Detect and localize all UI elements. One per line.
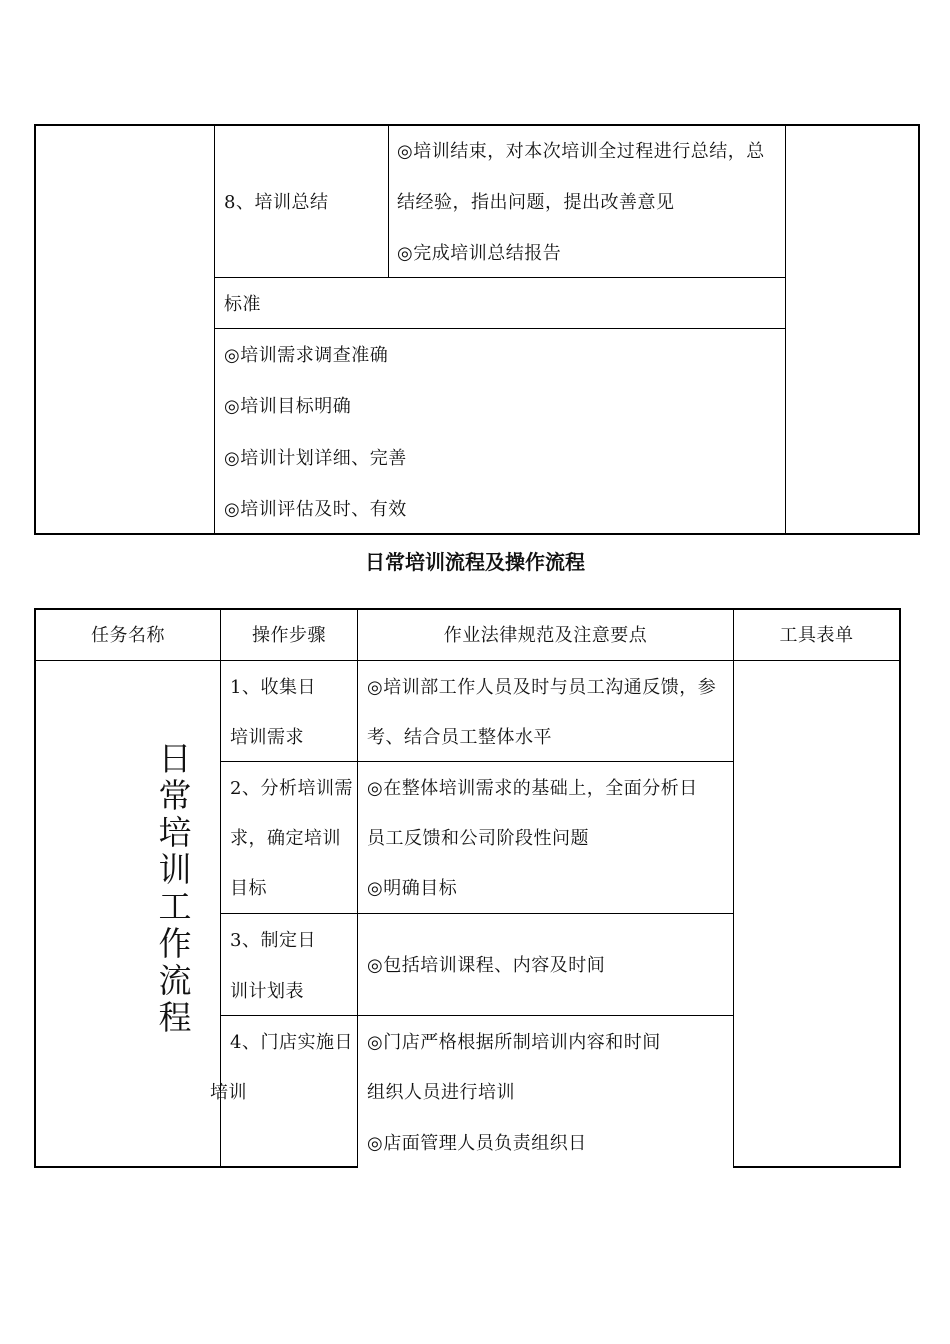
table-bottom-border: [34, 533, 920, 535]
standard-item: ◎培训需求调查准确: [224, 345, 389, 366]
step-desc-line: ◎培训结束，对本次培训全过程进行总结，总: [397, 141, 765, 162]
desc-line: 考、结合员工整体水平: [367, 727, 552, 748]
header-steps: 操作步骤: [252, 625, 326, 646]
row-divider: [220, 913, 734, 914]
step-line: 培训需求: [230, 727, 304, 748]
row-divider: [214, 328, 786, 329]
section-title: 日常培训流程及操作流程: [365, 550, 585, 574]
col-divider: [357, 608, 358, 1168]
header-tools: 工具表单: [779, 625, 854, 646]
standard-item: ◎培训目标明确: [224, 396, 352, 417]
step-line: 2、分析培训需: [230, 778, 353, 799]
desc-line: ◎店面管理人员负责组织日: [367, 1133, 587, 1154]
desc-line: ◎在整体培训需求的基础上，全面分析日: [367, 778, 698, 799]
desc-line: ◎包括培训课程、内容及时间: [367, 955, 606, 976]
step-desc-line: ◎完成培训总结报告: [397, 243, 562, 264]
task-name-vertical: 日常培训工作流程: [158, 739, 192, 1037]
step-desc-line: 结经验，指出问题，提出改善意见: [397, 192, 675, 213]
desc-line: 组织人员进行培训: [367, 1082, 515, 1103]
step-line: 目标: [230, 878, 267, 899]
step-line: 4、门店实施日: [230, 1032, 353, 1053]
col-divider: [214, 124, 215, 535]
table-bottom-border: [733, 1166, 901, 1168]
desc-line: ◎明确目标: [367, 878, 458, 899]
table-bottom-border: [34, 1166, 358, 1168]
standard-label: 标准: [224, 294, 261, 315]
standard-item: ◎培训评估及时、有效: [224, 499, 407, 520]
table-left-border: [34, 608, 36, 1168]
step-line: 训计划表: [230, 981, 304, 1002]
col-divider: [733, 608, 734, 1168]
standard-item: ◎培训计划详细、完善: [224, 448, 407, 469]
table-right-border: [899, 608, 901, 1168]
desc-line: ◎门店严格根据所制培训内容和时间: [367, 1032, 661, 1053]
step-line: 求，确定培训: [230, 828, 341, 849]
desc-line: ◎培训部工作人员及时与员工沟通反馈，参: [367, 677, 717, 698]
col-divider: [388, 124, 389, 277]
table-right-border: [918, 124, 920, 535]
header-norms: 作业法律规范及注意要点: [443, 625, 648, 646]
desc-line: 员工反馈和公司阶段性问题: [367, 828, 589, 849]
col-divider: [785, 124, 786, 535]
table-left-border: [34, 124, 36, 535]
step-line: 1、收集日: [230, 677, 316, 698]
step-line: 培训: [210, 1082, 247, 1103]
header-task-name: 任务名称: [91, 625, 165, 646]
step-label: 8、培训总结: [224, 192, 329, 213]
step-line: 3、制定日: [230, 930, 316, 951]
